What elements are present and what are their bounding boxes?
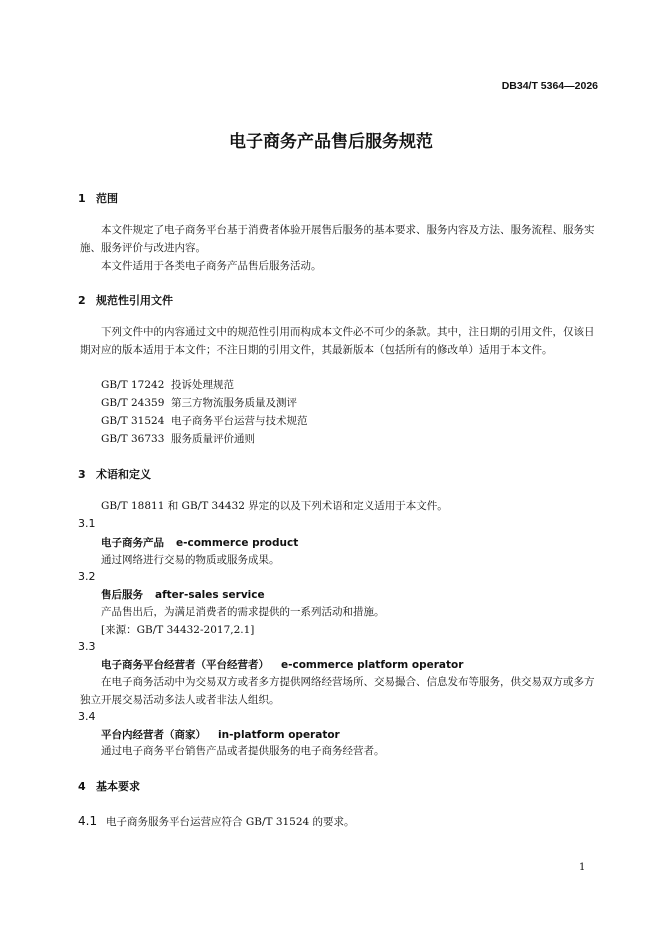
term-definition: 通过电子商务平台销售产品或者提供服务的电子商务经营者。 xyxy=(101,745,385,757)
section-3-intro: GB/T 18811 和 GB/T 34432 界定的以及下列术语和定义适用于本文件。 xyxy=(101,500,448,512)
term-chinese: 平台内经营者（商家） xyxy=(101,729,206,741)
term-number: 3.1 xyxy=(78,517,96,530)
term-heading xyxy=(101,657,463,672)
term-heading xyxy=(101,587,265,602)
term-english: e-commerce platform operator xyxy=(281,659,464,671)
section-4-heading xyxy=(78,778,140,794)
section-number: 1 xyxy=(78,192,86,205)
term-english: in-platform operator xyxy=(218,729,340,741)
section-title: 基本要求 xyxy=(96,780,140,793)
reference-item xyxy=(101,431,255,446)
section-2-paragraph-1: 下列文件中的内容通过文中的规范性引用而构成本文件必不可少的条款。其中，注日期的引用文件，仅该日期对应的版本适用于本文件；不注日期的引用文件，其最新版本（包括所有的修改单）适用于本文件。 xyxy=(80,326,595,356)
section-number: 3 xyxy=(78,468,86,481)
document-title: 电子商务产品售后服务规范 xyxy=(229,132,433,152)
section-3-heading xyxy=(78,466,151,482)
clause-number: 4.1 xyxy=(78,814,98,828)
reference-code: GB/T 36733 xyxy=(101,433,165,445)
term-definition: 通过网络进行交易的物质或服务成果。 xyxy=(101,554,280,566)
document-code: DB34/T 5364—2026 xyxy=(501,80,598,92)
clause-text: 电子商务服务平台运营应符合 GB/T 31524 的要求。 xyxy=(106,816,355,828)
reference-name: 服务质量评价通则 xyxy=(171,433,255,445)
term-definition: 产品售出后，为满足消费者的需求提供的一系列活动和措施。 xyxy=(101,606,385,618)
section-2-heading xyxy=(78,292,173,308)
term-chinese: 电子商务平台经营者（平台经营者） xyxy=(101,659,269,671)
term-number: 3.3 xyxy=(78,640,96,653)
page-number: 1 xyxy=(579,862,586,873)
reference-item xyxy=(101,413,308,428)
term-definition: 在电子商务活动中为交易双方或者多方提供网络经营场所、交易撮合、信息发布等服务，供交易双方或多方独立开展交易活动多法人或者非法人组织。 xyxy=(80,676,595,706)
term-chinese: 电子商务产品 xyxy=(101,537,164,549)
section-number: 2 xyxy=(78,294,86,307)
section-title: 术语和定义 xyxy=(96,468,151,481)
term-source: [来源：GB/T 34432-2017,2.1] xyxy=(101,624,255,636)
reference-code: GB/T 17242 xyxy=(101,379,165,391)
section-number: 4 xyxy=(78,780,86,793)
term-heading xyxy=(101,535,298,550)
section-1-paragraph-1: 本文件规定了电子商务平台基于消费者体验开展售后服务的基本要求、服务内容及方法、服务流程、服务实施、服务评价与改进内容。 xyxy=(80,224,595,254)
term-number: 3.2 xyxy=(78,570,96,583)
reference-item xyxy=(101,377,234,392)
section-title: 规范性引用文件 xyxy=(96,294,173,307)
section-1-paragraph-2: 本文件适用于各类电子商务产品售后服务活动。 xyxy=(101,260,322,272)
section-1-heading xyxy=(78,190,118,206)
term-number: 3.4 xyxy=(78,710,96,723)
reference-code: GB/T 31524 xyxy=(101,415,165,427)
term-english: e-commerce product xyxy=(176,537,299,549)
reference-name: 第三方物流服务质量及测评 xyxy=(171,397,297,409)
clause-4-1 xyxy=(78,812,355,832)
reference-name: 电子商务平台运营与技术规范 xyxy=(171,415,308,427)
reference-name: 投诉处理规范 xyxy=(171,379,234,391)
reference-code: GB/T 24359 xyxy=(101,397,165,409)
term-english: after-sales service xyxy=(155,589,265,601)
reference-item xyxy=(101,395,297,410)
term-heading xyxy=(101,727,340,742)
term-chinese: 售后服务 xyxy=(101,589,143,601)
section-title: 范围 xyxy=(96,192,118,205)
